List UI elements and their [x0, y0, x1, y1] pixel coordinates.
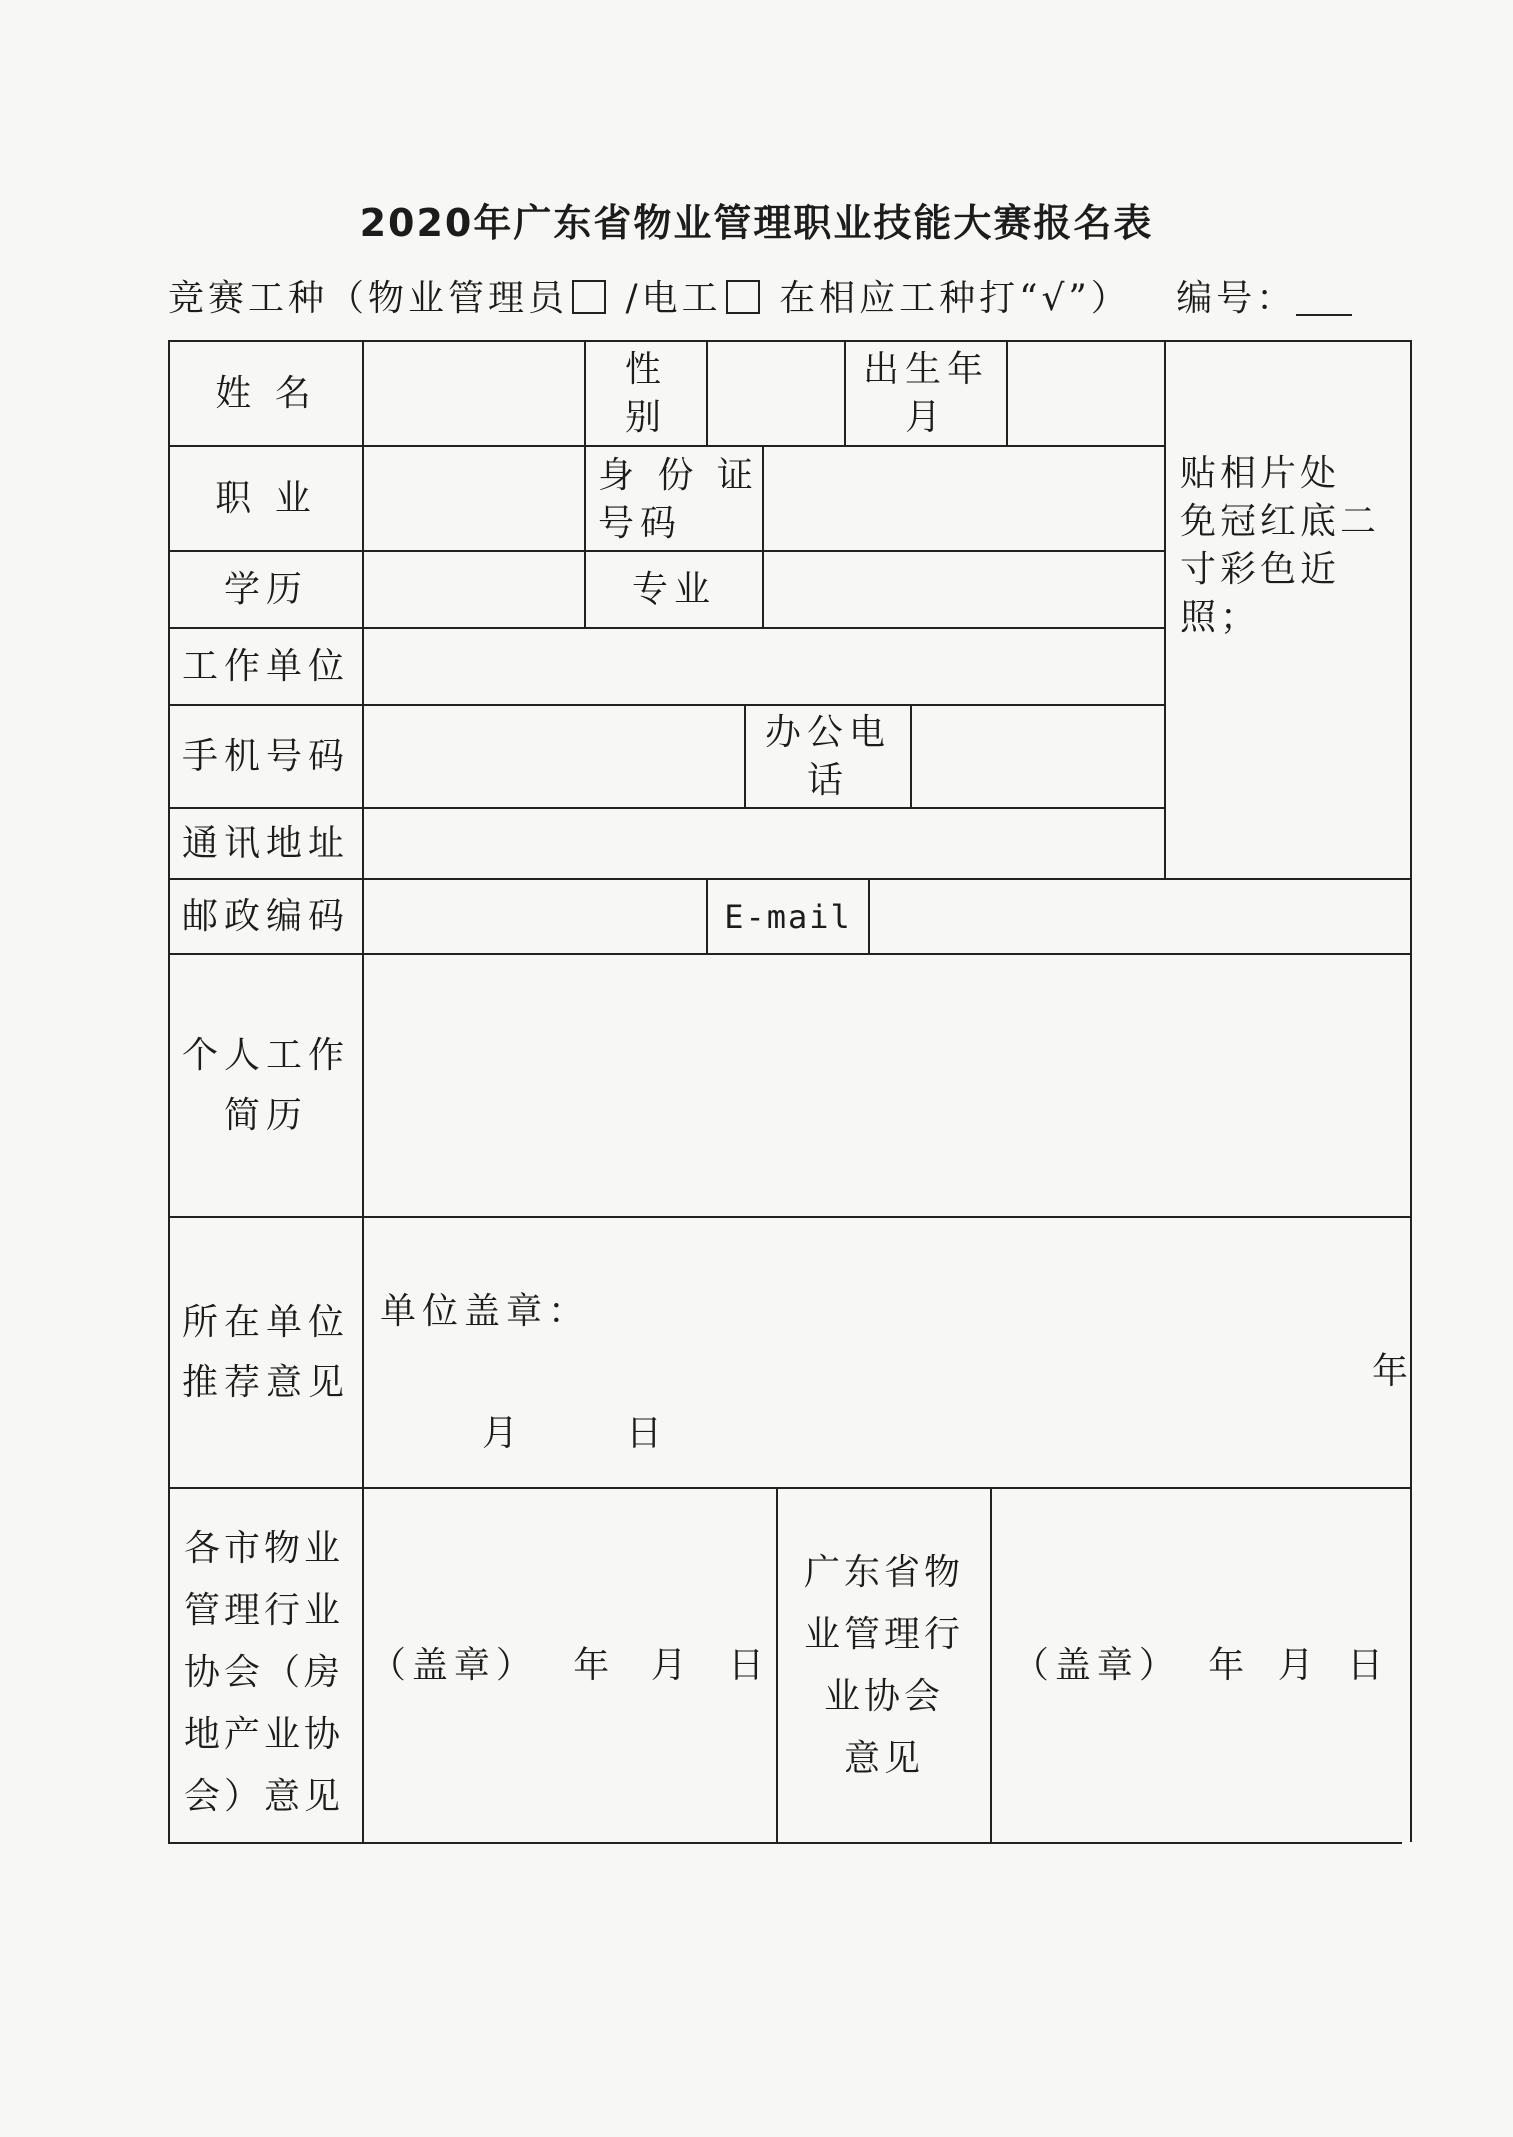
city-association-line5: 会）意见	[184, 1776, 345, 1817]
id-label-line2: 号码	[598, 503, 683, 544]
address-label: 通讯地址	[181, 822, 350, 864]
workplace-label: 工作单位	[181, 645, 350, 687]
gender-field[interactable]	[708, 342, 844, 445]
photo-instruction-line1: 贴相片处	[1180, 453, 1341, 494]
provincial-association-line2: 业管理行	[803, 1613, 964, 1655]
address-field[interactable]	[364, 809, 1164, 878]
photo-instruction-line3: 寸彩色近	[1180, 549, 1341, 590]
birth-label-line1: 出生年	[862, 348, 989, 390]
recommendation-label-line2: 推荐意见	[181, 1361, 350, 1403]
postcode-label: 邮政编码	[181, 895, 350, 937]
provincial-association-line4: 意见	[843, 1737, 924, 1779]
major-field[interactable]	[764, 552, 1164, 627]
office-phone-field[interactable]	[912, 706, 1164, 807]
photo-instruction-line2: 免冠红底二	[1180, 501, 1381, 542]
major-label: 专业	[631, 568, 716, 610]
occupation-field[interactable]	[364, 447, 584, 550]
city-association-label	[184, 1518, 360, 1828]
competition-type-suffix: 在相应工种打“√”）	[779, 278, 1131, 319]
resume-label-line1: 个人工作	[181, 1034, 350, 1076]
number-label: 编号：	[1176, 278, 1297, 319]
city-association-line3: 协会（房	[184, 1652, 345, 1693]
office-phone-label	[746, 706, 910, 807]
recommendation-field[interactable]	[364, 1218, 1415, 1487]
gender-label	[586, 342, 706, 445]
education-field[interactable]	[364, 552, 584, 627]
resume-field[interactable]	[364, 955, 1410, 1216]
postcode-field[interactable]	[364, 880, 706, 953]
city-association-line4: 地产业协	[184, 1714, 345, 1755]
provincial-association-sign[interactable]: （盖章） 年 月 日	[1012, 1644, 1390, 1686]
city-association-sign[interactable]: （盖章） 年 月 日	[369, 1644, 771, 1686]
resume-label	[170, 955, 362, 1216]
recommendation-month: 月	[482, 1413, 525, 1454]
occupation-label: 职 业	[215, 477, 317, 519]
recommendation-label	[170, 1218, 362, 1487]
recommendation-year: 年	[1372, 1351, 1415, 1392]
recommendation-label-line1: 所在单位	[181, 1301, 350, 1343]
mobile-label: 手机号码	[181, 735, 350, 777]
page-title: 2020年广东省物业管理职业技能大赛报名表	[359, 201, 1154, 245]
office-phone-label-line1: 办公电	[764, 711, 891, 753]
birth-label	[846, 342, 1006, 445]
resume-label-line2: 简历	[223, 1094, 308, 1136]
email-label: E-mail	[724, 897, 852, 936]
birth-label-line2: 月	[904, 396, 947, 438]
name-field[interactable]	[364, 342, 584, 445]
workplace-field[interactable]	[364, 629, 1164, 704]
provincial-association-line3: 业协会	[823, 1675, 944, 1717]
recommendation-day: 日	[626, 1413, 669, 1454]
name-label: 姓 名	[215, 372, 317, 414]
photo-instruction-line4: 照；	[1180, 597, 1261, 638]
gender-label-line2: 别	[624, 396, 667, 438]
competition-type-middle: /电工	[625, 278, 722, 319]
education-label: 学历	[223, 568, 308, 610]
birth-field[interactable]	[1008, 342, 1164, 445]
provincial-association-label	[778, 1489, 990, 1842]
unit-seal-label: 单位盖章：	[380, 1291, 591, 1332]
provincial-association-line1: 广东省物	[803, 1551, 964, 1593]
competition-type-prefix: 竞赛工种（物业管理员	[168, 278, 569, 319]
id-number-field[interactable]	[764, 447, 1164, 550]
id-label	[598, 452, 762, 550]
city-association-line1: 各市物业	[184, 1528, 345, 1569]
id-label-line1: 身 份 证	[598, 455, 759, 496]
photo-area[interactable]	[1180, 450, 1400, 670]
office-phone-label-line2: 话	[806, 759, 849, 801]
email-field[interactable]	[870, 880, 1410, 953]
gender-label-line1: 性	[624, 348, 667, 390]
city-association-line2: 管理行业	[184, 1590, 345, 1631]
mobile-field[interactable]	[364, 706, 744, 807]
